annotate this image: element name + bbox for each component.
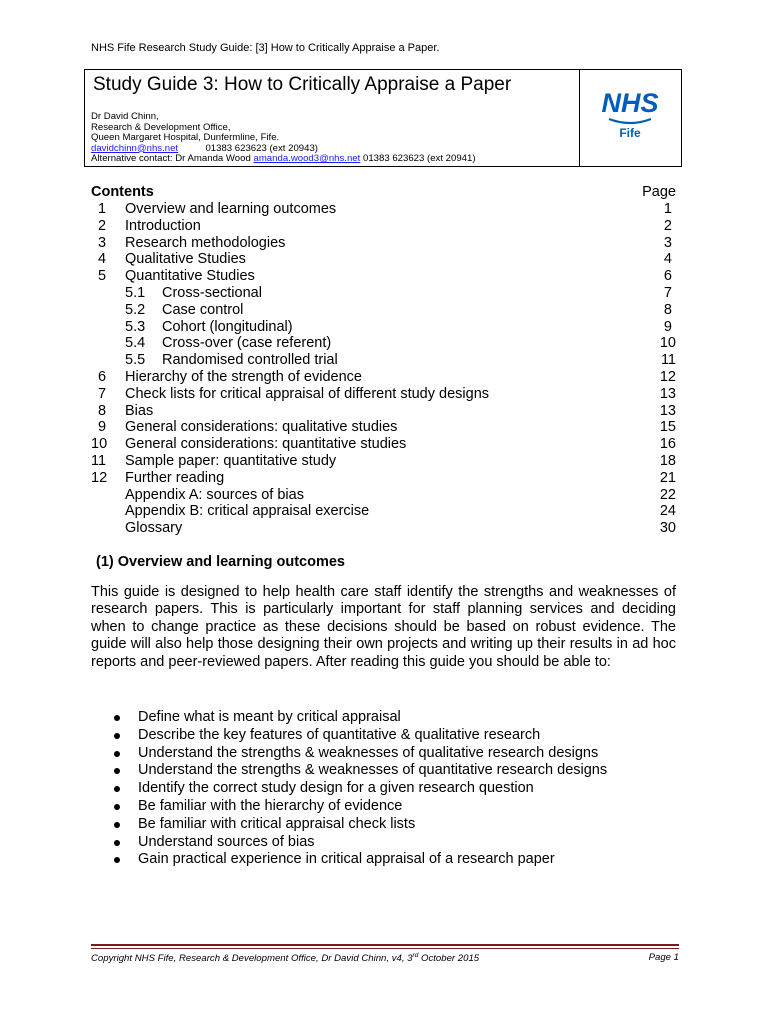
toc-row [91,386,676,403]
learning-outcome-item [0,797,700,815]
learning-outcome-item [0,726,700,744]
toc-label: Qualitative Studies [125,251,246,268]
running-head: NHS Fife Research Study Guide: [3] How to Critically Appraise a Paper. [91,42,440,54]
toc-label: Introduction [125,217,201,234]
alt-contact-prefix: Alternative contact: Dr Amanda Wood [91,153,251,165]
learning-outcome-text: Understand the strengths & weaknesses of quantitative research designs [138,762,608,779]
toc-label: Check lists for critical appraisal of different study designs [125,385,490,402]
footer-rule-thin [91,948,679,949]
learning-outcome-text: Define what is meant by critical appraisal [138,709,401,725]
toc-page-number: 3 [663,234,672,251]
author-name: Dr David Chinn, [91,111,159,122]
logo-nhs-text: NHS [601,88,659,118]
toc-number: 12 [91,469,108,486]
toc-label: Cross-over (case referent) [162,335,332,352]
footer-copyright: Copyright NHS Fife, Research & Development Office, Dr David Chinn, v4, 3rd October 2015 [91,952,480,965]
toc-page-number: 18 [659,453,676,469]
document-title: Study Guide 3: How to Critically Appraise a Paper [93,74,512,95]
footer-rule-thick [91,944,679,946]
author-block [91,112,476,165]
toc-number: 5.4 [125,335,146,352]
toc-row [91,302,676,319]
learning-outcome-item [0,761,700,779]
learning-outcome-item [0,850,700,868]
toc-label: Overview and learning outcomes [125,201,337,217]
learning-outcome-item [0,708,700,726]
toc-row [91,285,676,302]
toc-number: 1 [98,201,107,217]
toc-page-number: 12 [659,369,676,385]
bullet-icon [114,857,120,863]
toc-number: 8 [98,402,107,419]
toc-row [91,520,676,537]
bullet-icon [114,715,120,721]
toc-row [91,201,676,218]
toc-label: Randomised controlled trial [162,352,338,369]
toc-row [91,470,676,487]
toc-label: Quantitative Studies [125,268,255,285]
toc-number: 4 [98,251,107,268]
toc-number: 2 [98,217,107,234]
toc-page-number: 7 [663,285,672,301]
toc-page-number: 11 [660,352,676,369]
toc-page-number: 13 [659,402,676,419]
toc-row [91,453,676,470]
logo-fife-text: Fife [619,126,641,140]
toc-label: Case control [162,301,244,318]
toc-row [91,503,676,520]
author-hospital: Queen Margaret Hospital, Dunfermline, Fife. [91,132,280,144]
toc-row [91,319,676,336]
toc-label: General considerations: quantitative studies [125,436,407,453]
toc-number: 5 [98,268,107,285]
toc-page-number: 4 [663,251,672,268]
toc-page-number: 10 [659,335,676,352]
toc-number: 3 [98,234,107,251]
toc-label: Further reading [125,469,225,486]
toc-number: 5.1 [125,285,146,301]
toc-label: Bias [125,402,154,419]
toc-page-number: 13 [659,385,676,402]
toc-header-row [91,184,676,201]
toc-page-number: 9 [663,318,672,335]
toc-label: Cohort (longitudinal) [162,318,293,335]
toc-row [91,352,676,369]
toc-page-number: 22 [659,486,676,503]
toc-label: Glossary [125,520,183,537]
author-email-link[interactable]: davidchinn@nhs.net [91,142,179,154]
toc-row [91,419,676,436]
section-1-heading: (1) Overview and learning outcomes [96,554,345,570]
learning-outcome-item [0,833,700,851]
learning-outcome-text: Gain practical experience in critical appraisal of a research paper [138,851,555,868]
toc-page-number: 15 [659,419,676,436]
author-phone: 01383 623623 (ext 20943) [205,142,318,154]
nhs-fife-logo [595,84,665,144]
toc-row [91,436,676,453]
alt-email-link[interactable]: amanda.wood3@nhs.net [253,153,361,165]
toc-page-number: 2 [663,217,672,234]
bullet-icon [114,786,120,792]
toc-label: Cross-sectional [162,285,262,301]
toc-heading: Contents [91,184,154,200]
learning-outcome-text: Understand the strengths & weaknesses of qualitative research designs [138,744,599,761]
learning-outcome-text: Be familiar with critical appraisal check lists [138,815,416,832]
bullet-icon [114,840,120,846]
bullet-icon [114,751,120,757]
toc-page-number: 24 [659,503,676,520]
toc-page-number: 1 [663,201,672,217]
learning-outcome-item [0,779,700,797]
toc-page-number: 21 [659,469,676,486]
toc-number: 7 [98,385,107,402]
footer-page-number: Page 1 [648,952,679,963]
title-box-divider [579,70,580,166]
toc-page-number: 8 [663,301,672,318]
toc-row [91,403,676,420]
toc-number: 5.2 [125,301,146,318]
toc-row [91,268,676,285]
toc-number: 5.3 [125,318,146,335]
toc-row [91,335,676,352]
learning-outcome-item [0,815,700,833]
alternative-contact-line [91,154,476,165]
toc-page-number: 30 [659,520,676,537]
toc-number: 10 [91,436,108,453]
bullet-icon [114,804,120,810]
bullet-icon [114,768,120,774]
toc-label: Appendix A: sources of bias [125,486,304,503]
learning-outcome-text: Describe the key features of quantitative & qualitative research [138,726,541,743]
toc-page-heading: Page [642,184,676,200]
bullet-icon [114,822,120,828]
toc-row [91,487,676,504]
bullet-icon [114,733,120,739]
toc-number: 9 [98,419,107,436]
section-1-paragraph: This guide is designed to help health care staff identify the strengths and weaknesses of research papers. This is particularly important for staff planning services and deciding when to change practice as these decisions should be based on robust evidence. The guide will also help those designing their own projects and writing up their results in ad hoc reports and peer-reviewed papers. After reading this guide you should be able to: [91,584,676,670]
toc-row [91,369,676,386]
learning-outcome-item [0,744,700,762]
learning-outcome-text: Identify the correct study design for a given research question [138,780,534,797]
toc-row [91,218,676,235]
toc-label: Appendix B: critical appraisal exercise [125,503,370,520]
toc-number: 5.5 [125,352,146,369]
toc-page-number: 16 [659,436,676,453]
toc-row [91,235,676,252]
toc-label: Sample paper: quantitative study [125,453,337,469]
toc-number: 11 [91,453,107,469]
alt-phone: 01383 623623 (ext 20941) [362,153,476,165]
title-box [84,69,682,167]
learning-outcome-text: Understand sources of bias [138,833,315,850]
toc-number: 6 [98,369,107,385]
toc-label: Research methodologies [125,234,286,251]
toc-label: General considerations: qualitative studies [125,419,398,436]
toc-label: Hierarchy of the strength of evidence [125,369,362,385]
learning-outcome-text: Be familiar with the hierarchy of evidence [138,798,403,814]
toc-page-number: 6 [663,268,672,285]
toc-row [91,251,676,268]
author-office: Research & Development Office, [91,121,231,133]
page-footer [91,952,679,964]
logo-swoosh [609,119,651,123]
